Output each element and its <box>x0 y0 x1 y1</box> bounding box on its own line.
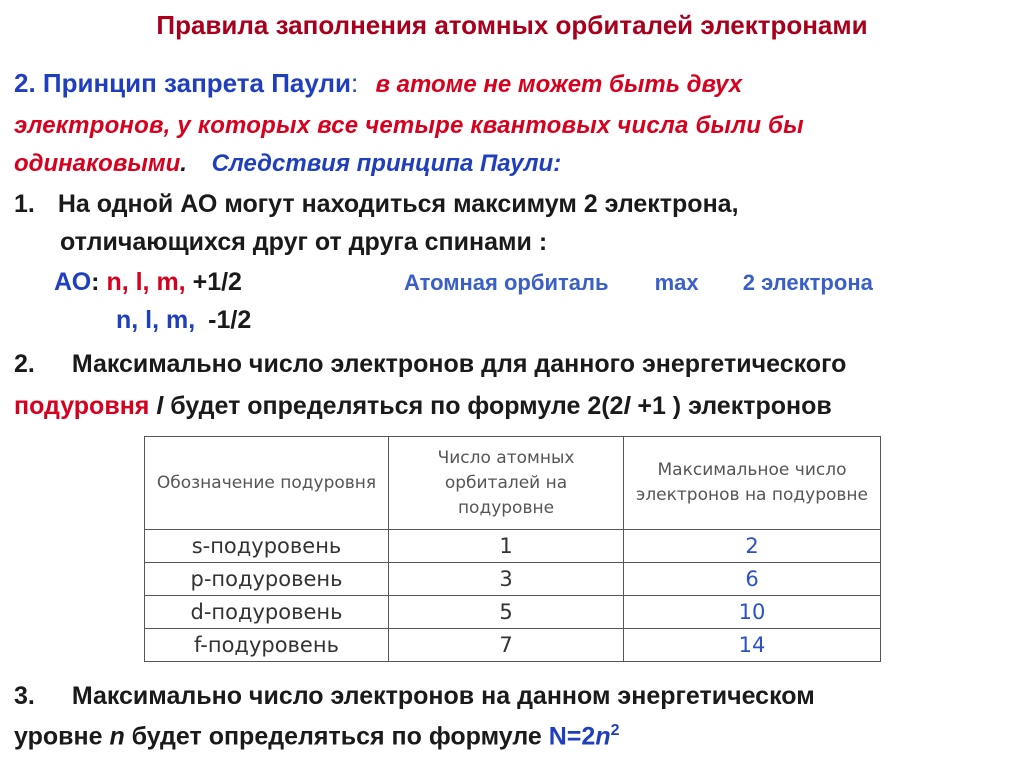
item2-text-line2-end: +1 ) электронов <box>630 392 832 420</box>
orbital-count: 7 <box>389 629 624 662</box>
item1-text-line1: На одной АО могут находиться максимум 2 электрона, <box>57 190 739 218</box>
item2-text-line1: Максимально число электронов для данного энергетического <box>71 350 847 378</box>
sublevel-name: d-подуровень <box>145 596 389 629</box>
ao-line1 <box>54 268 242 297</box>
formula-exponent: 2 <box>610 722 620 739</box>
formula-base: N=2 <box>548 722 596 751</box>
item2-line1 <box>14 350 846 379</box>
item2-line2 <box>14 392 832 421</box>
header-electrons: Максимальное число электронов на подуровне <box>624 437 881 530</box>
item3-text-line1: Максимально число электронов на данном энергетическом <box>71 682 815 710</box>
item2-number: 2. <box>14 350 35 378</box>
sublevel-name: s-подуровень <box>145 530 389 563</box>
orbital-max-note <box>404 270 873 296</box>
item2-sublevel-word: подуровня <box>14 392 150 420</box>
item2-l-symbol: l <box>156 392 164 420</box>
orbital-max-note-max: max <box>654 270 699 295</box>
item3-line1 <box>14 682 815 711</box>
pauli-definition-line3 <box>14 150 561 178</box>
orbital-count: 3 <box>389 563 624 596</box>
pauli-colon: : <box>350 68 359 98</box>
formula-n: n <box>595 722 611 751</box>
orbital-max-note-count: 2 электрона <box>742 270 873 295</box>
ao-spin1: +1/2 <box>192 268 242 296</box>
pauli-definition-part1: в атоме не может быть двух <box>375 71 743 98</box>
item3-line2 <box>14 722 620 751</box>
electron-count: 14 <box>624 629 881 662</box>
electron-count: 10 <box>624 596 881 629</box>
pauli-definition-part2: электронов, у которых все четыре квантовых числа были бы <box>14 112 804 139</box>
sublevel-table <box>144 436 881 662</box>
table-header-row <box>145 437 881 530</box>
item3-n-symbol: n <box>109 722 125 751</box>
ao-colon: : <box>91 268 100 296</box>
item2-text-line2: будет определяться по формуле 2(2 <box>163 392 624 420</box>
pauli-heading-line <box>14 68 742 99</box>
ao-label: АО <box>54 268 92 296</box>
table-row <box>145 530 881 563</box>
ao-spin2: -1/2 <box>208 306 252 334</box>
item3-number: 3. <box>14 682 35 710</box>
pauli-heading: 2. Принцип запрета Паули <box>14 68 351 98</box>
electron-count: 2 <box>624 530 881 563</box>
table-row <box>145 629 881 662</box>
table-row <box>145 563 881 596</box>
header-orbitals: Число атомных орбиталей на подуровне <box>389 437 624 530</box>
orbital-count: 1 <box>389 530 624 563</box>
ao-quantum1: n, l, m, <box>106 268 186 296</box>
item1-text-line2: отличающихся друг от друга спинами : <box>60 228 548 256</box>
item3-text-pre: уровне <box>14 722 110 751</box>
orbital-max-note-ao: Атомная орбиталь <box>404 270 609 295</box>
slide-title: Правила заполнения атомных орбиталей электронами <box>156 10 868 40</box>
ao-line2 <box>116 306 251 335</box>
item1-number: 1. <box>14 190 35 218</box>
sublevel-name: f-подуровень <box>145 629 389 662</box>
item2-l-symbol2: l <box>623 392 631 420</box>
sublevel-name: p-подуровень <box>145 563 389 596</box>
item1-line1 <box>14 190 739 219</box>
orbital-count: 5 <box>389 596 624 629</box>
header-sublevel: Обозначение подуровня <box>145 437 389 530</box>
pauli-definition-part3: одинаковыми <box>14 150 181 177</box>
electron-count: 6 <box>624 563 881 596</box>
table-row <box>145 596 881 629</box>
ao-quantum2: n, l, m, <box>116 306 196 334</box>
pauli-definition-dot: . <box>180 150 187 177</box>
pauli-consequences: Следствия принципа Паули: <box>211 150 562 177</box>
item3-text-mid: будет определяться по формуле <box>124 722 549 751</box>
